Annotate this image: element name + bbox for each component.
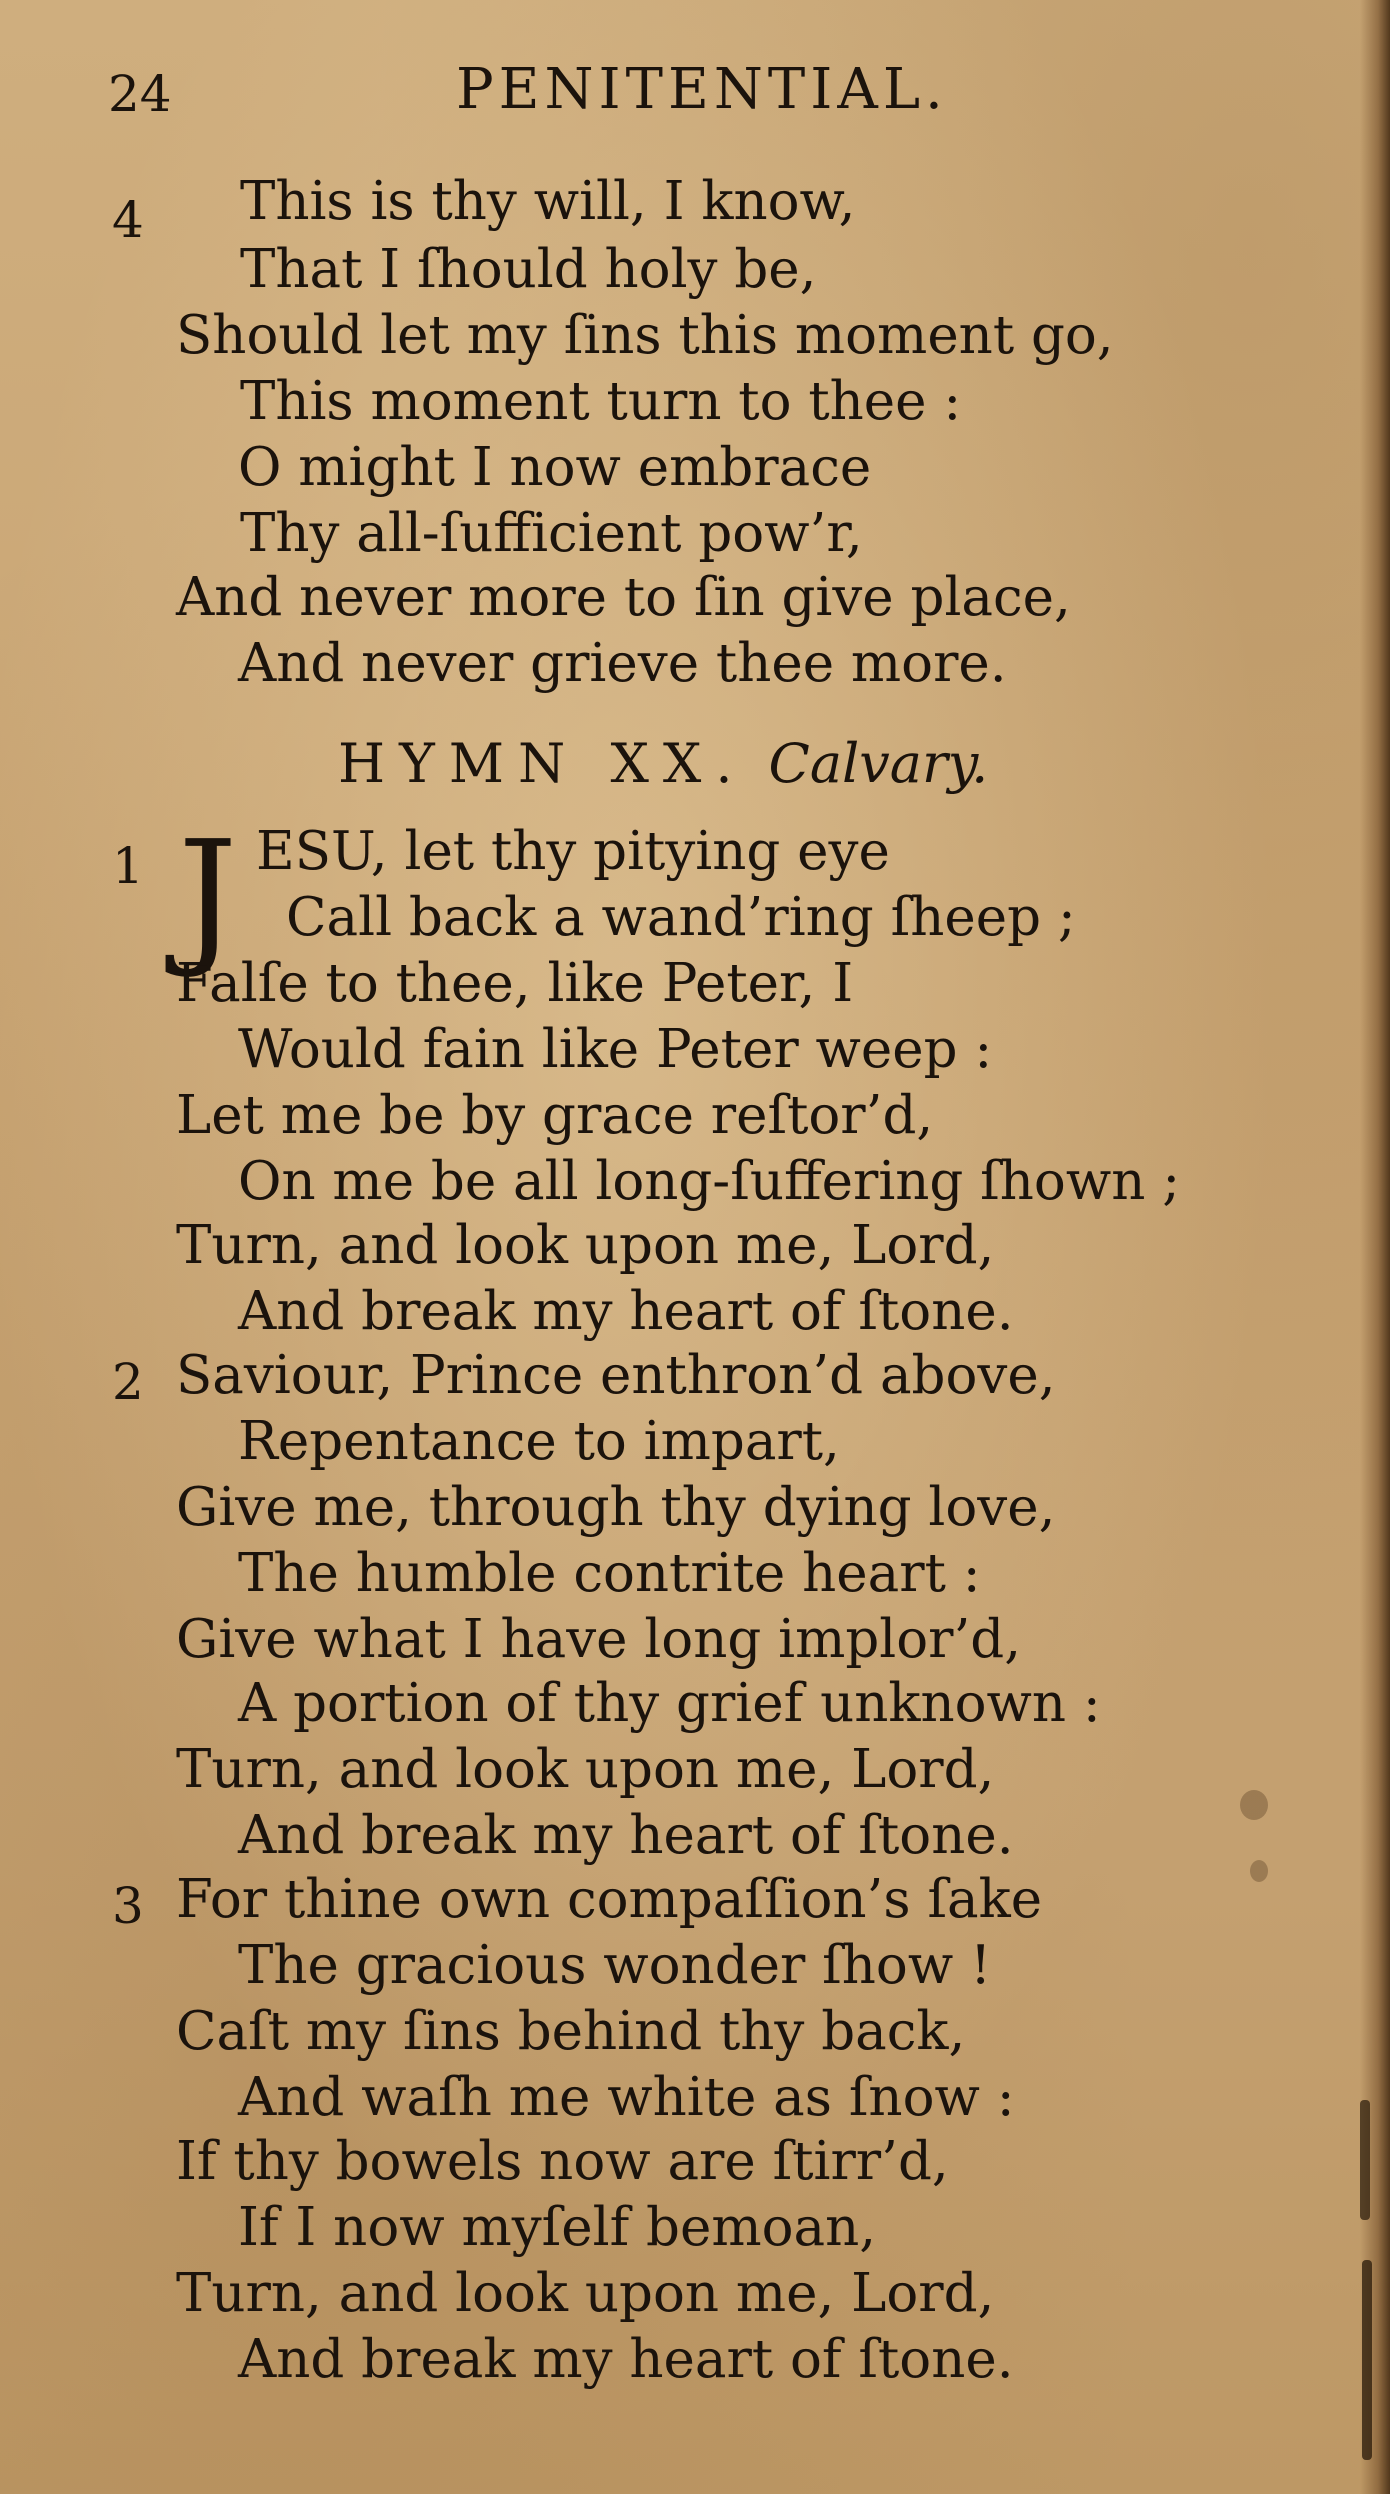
hymn-title	[338, 732, 988, 796]
verse-line: Give what I have long implor’d,	[176, 1609, 1022, 1670]
verse-line: On me be all long-ſuffering ſhown ;	[238, 1151, 1181, 1212]
verse-line: If thy bowels now are ſtirr’d,	[176, 2131, 949, 2192]
ink-stain	[1362, 2260, 1372, 2460]
running-head: PENITENTIAL.	[456, 57, 948, 122]
verse-line: ESU, let thy pitying eye	[256, 821, 890, 882]
verse-line: And break my heart of ſtone.	[238, 2329, 1014, 2390]
verse-line: Caſt my ſins behind thy back,	[176, 2001, 966, 2062]
verse-line: And break my heart of ſtone.	[238, 1281, 1014, 1342]
verse-line: And waſh me white as ſnow :	[238, 2067, 1015, 2128]
verse-line: And break my heart of ſtone.	[238, 1805, 1014, 1866]
page-header	[108, 58, 1068, 138]
verse-line: Saviour, Prince enthron’d above,	[176, 1345, 1056, 1406]
drop-cap: J	[178, 809, 238, 981]
verse-line: And never grieve thee more.	[238, 633, 1007, 694]
ink-stain	[1250, 1860, 1268, 1882]
verse-line: The gracious wonder ſhow !	[238, 1935, 992, 1996]
verse-line: This moment turn to thee :	[240, 371, 962, 432]
verse-line: If I now myſelf bemoan,	[238, 2197, 877, 2258]
verse-line: The humble contrite heart :	[238, 1543, 981, 1604]
verse-line: And never more to ſin give place,	[176, 567, 1071, 628]
hymn-heading: HYMN XX.	[338, 732, 747, 795]
page-number: 24	[108, 65, 172, 123]
verse-line: Should let my ſins this moment go,	[176, 305, 1114, 366]
verse-line: Call back a wand’ring ſheep ;	[286, 887, 1076, 948]
verse-line: Repentance to impart,	[238, 1411, 840, 1472]
verse-line: Would fain like Peter weep :	[238, 1019, 993, 1080]
verse-line: Turn, and look upon me, Lord,	[176, 2263, 995, 2324]
stanza-number: 4	[112, 191, 144, 249]
verse-line: This is thy will, I know,	[240, 171, 856, 232]
verse-line: Turn, and look upon me, Lord,	[176, 1739, 995, 1800]
ink-stain	[1240, 1790, 1268, 1820]
verse-line: Turn, and look upon me, Lord,	[176, 1215, 995, 1276]
verse-line: Let me be by grace reſtor’d,	[176, 1085, 934, 1146]
verse-line: That I ſhould holy be,	[240, 239, 817, 300]
hymn-tune-name: Calvary.	[768, 732, 989, 795]
verse-line: Give me, through thy dying love,	[176, 1477, 1056, 1538]
ink-stain	[1360, 2100, 1370, 2220]
stanza-number: 3	[112, 1877, 144, 1935]
stanza-number: 2	[112, 1353, 144, 1411]
verse-line: For thine own compaſſion’s ſake	[176, 1869, 1043, 1930]
verse-line: Thy all-ſufficient pow’r,	[240, 503, 863, 564]
verse-line: Falſe to thee, like Peter, I	[176, 953, 854, 1014]
verse-line: A portion of thy grief unknown :	[238, 1673, 1101, 1734]
verse-line: O might I now embrace	[238, 437, 872, 498]
stanza-number: 1	[112, 837, 144, 895]
